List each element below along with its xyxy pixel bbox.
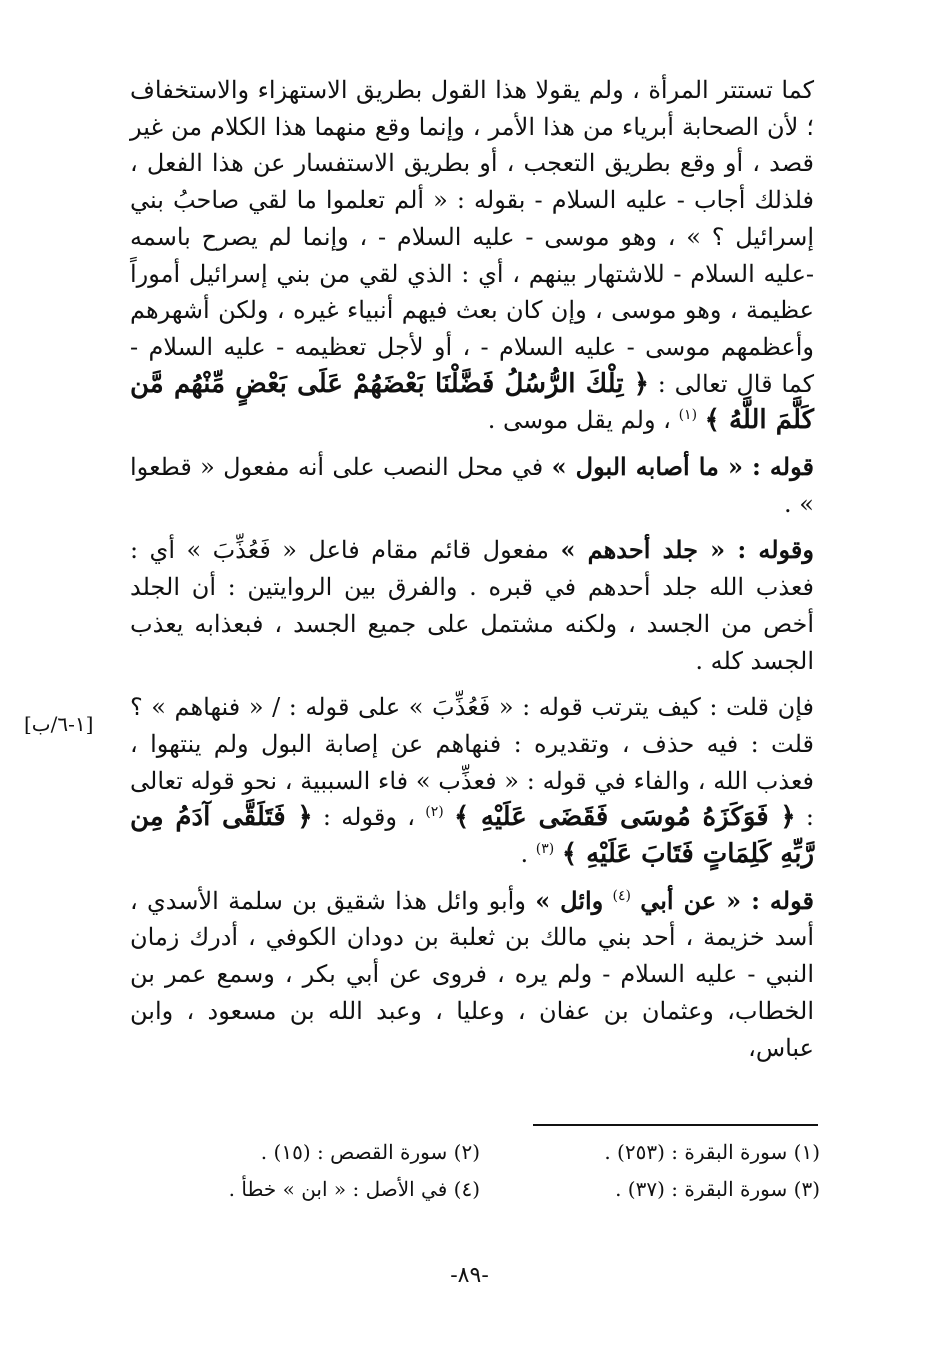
paragraph-3 [130,532,814,679]
footnote-row [140,1140,820,1177]
paragraph-1-line-5: إسرائيل ؟ » ، وهو موسى - عليه السلام - ، وإنما لم يصرح باسمه [130,222,814,251]
verse-intro: كما قال تعالى : [657,369,814,398]
footnote-2: (٢) سورة القصص : (١٥) . [260,1140,480,1164]
footnote-ref-3: (٣) [535,841,555,858]
paragraph-2-lead: قوله : « ما أصابه البول » [551,452,814,482]
paragraph-5-text: وأبو وائل هذا شقيق بن سلمة الأسدي ، أسد خزيمة ، أحد بني مالك بن ثعلبة بن دودان الكوفي ، أدرك زمان النبي - عليه السلام - ولم يره ، فروى عن أبي بكر ، وسمع عمر بن الخطاب، وعثمان بن عفان ، وعليا ، وعبد الله بن مسعود ، وابن عباس، [130,886,814,1062]
paragraph-4 [130,689,814,873]
paragraph-1-line-6: -عليه السلام - للاشتهار بينهم ، أي : الذي لقي من بني إسرائيل أموراً [130,259,814,288]
footnote-ref-4: (٤) [612,887,631,904]
paragraph-4-mid: ، وقوله : [322,803,415,832]
paragraph-5 [130,883,814,1067]
footnote-row [140,1177,820,1214]
paragraph-2 [130,449,814,522]
paragraph-5-lead: قوله : « عن أبي [640,885,814,915]
paragraph-1-line-2: لأن الصحابة أبرياء من هذا الأمر ، وإنما وقع منهما هذا الكلام من غير [130,112,799,141]
footnote-3: (٣) سورة البقرة : (٣٧) . [615,1177,820,1201]
paragraph-3-text: مفعول قائم مقام فاعل « فَعُذِّبَ » أي : فعذب الله جلد أحدهم في قبره . والفرق بين الروايتين : أن الجلد أخص من الجسد ، ولكنه مشتمل على جميع الجسد ، فبعذابه يعذب الجسد كله . [130,536,814,675]
footnote-divider [533,1124,818,1126]
main-text [130,72,814,1066]
paragraph-5-lead-2: وائل » [535,885,604,915]
paragraph-1-line-7: عظيمة ، وهو موسى ، وإن كان بعث فيهم أنبياء غيره ، ولكن أشهرهم [130,296,814,325]
verse-tail: ، ولم يقل موسى . [487,406,671,435]
paragraph-1-line-4: فلذلك أجاب - عليه السلام - بقوله : « ألم تعلموا ما لقي صاحبُ بني [130,186,814,215]
paragraph-4-text: فإن قلت : كيف يترتب قوله : « فَعُذِّبَ » على قوله : / « فنهاهم » ؟ قلت : فيه حذف ، وتقديره : فنهاهم عن إصابة البول ولم ينتهوا ، فعذب الله ، والفاء في قوله : « فعذِّب » فاء السببية ، نحو قوله تعالى : [130,693,815,832]
footnote-4: (٤) في الأصل : « ابن » خطأ . [228,1177,480,1201]
paragraph-4-end: . [520,840,529,869]
quran-verse-3: ﴿ فَتَلَقَّى آدَمُ مِن رَّبِّهِ كَلِمَاتٍ فَتَابَ عَلَيْهِ ﴾ [130,802,814,870]
paragraph-1-line-8: وأعظمهم موسى - عليه السلام - ، أو لأجل تعظيمه - عليه السلام - [130,332,814,361]
footnote-ref-1: (١) [678,407,698,424]
page-number: -٨٩- [450,1263,489,1288]
paragraph-1 [130,72,814,439]
paragraph-2-text: في محل النصب على أنه مفعول « قطعوا » . [130,453,814,518]
footnotes [140,1140,820,1214]
paragraph-3-lead: وقوله : « جلد أحدهم » [560,535,814,565]
paragraph-1-line-1: كما تستتر المرأة ، ولم يقولا هذا القول بطريق الاستهزاء والاستخفاف ؛ [130,76,814,141]
manuscript-folio-note: [١-٦/ب] [24,712,94,736]
footnote-ref-2: (٢) [425,804,444,821]
quran-verse-2: ﴿ فَوَكَزَهُ مُوسَى فَقَضَى عَلَيْهِ ﴾ [453,802,796,833]
footnote-1: (١) سورة البقرة : (٢٥٣) . [604,1140,820,1164]
paragraph-1-line-3: قصد ، أو وقع بطريق التعجب ، أو بطريق الاستفسار عن هذا الفعل ، [130,149,814,178]
quran-verse-1: ﴿ تِلْكَ الرُّسُلُ فَضَّلْنَا بَعْضَهُمْ عَلَى بَعْضٍ مِّنْهُم مَّن كَلَّمَ اللَّهُ ﴾ [130,368,814,436]
